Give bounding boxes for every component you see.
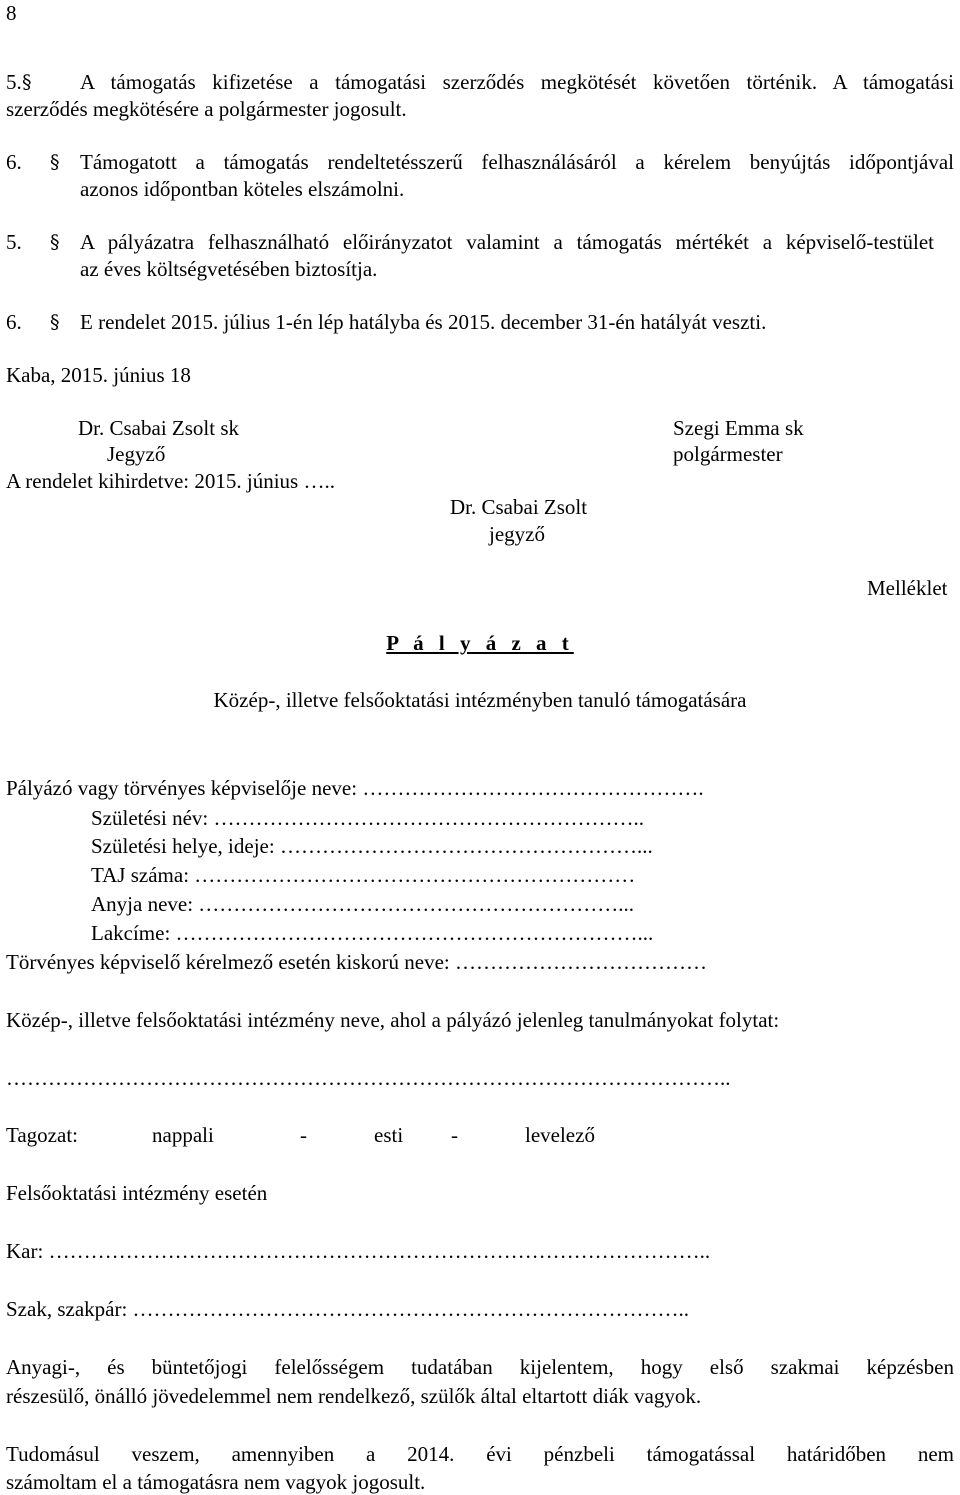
field-major[interactable] (6, 1296, 689, 1322)
signature-title-left: Jegyző (107, 442, 166, 466)
section-text-line: A pályázatra felhasználható előirányzatot valamint a támogatás mértékét a képviselő-testület (80, 230, 934, 254)
field-faculty[interactable] (6, 1238, 710, 1264)
signature-name-bottom: Dr. Csabai Zsolt (450, 495, 588, 519)
field-birth-place-date[interactable] (91, 833, 653, 859)
tagozat-separator: - (451, 1123, 458, 1147)
field-label: Lakcíme: (91, 921, 171, 945)
field-dots: ……………………………………………………… (194, 863, 636, 887)
tagozat-option-nappali[interactable]: nappali (152, 1123, 214, 1147)
section-text-line: az éves költségvetésében biztosítja. (80, 257, 378, 281)
section-number: 6. (6, 310, 22, 334)
field-dots: …………………………………………………….. (213, 806, 644, 830)
paragraph-symbol: § (50, 231, 60, 253)
section-number: 5. (6, 230, 22, 254)
field-dots: ……………………………… (455, 950, 708, 974)
institution-dots[interactable]: ………………………………………………………………………………………….. (6, 1066, 731, 1090)
tagozat-separator: - (300, 1123, 307, 1147)
field-dots: …………………………………………………………... (175, 921, 654, 945)
declaration-line: részesülő, önálló jövedelemmel nem rendelkező, szülők által eltartott diák vagyok. (6, 1384, 702, 1408)
field-dots: ……………………………………………... (279, 834, 653, 858)
acknowledgement-line: Tudomásul veszem, amennyiben a 2014. évi pénzbeli támogatással határidőben nem (6, 1442, 954, 1466)
acknowledgement-line: számoltam el a támogatásra nem vagyok jogosult. (6, 1470, 426, 1494)
signature-title-right: polgármester (673, 442, 783, 466)
paragraph-symbol: § (50, 311, 60, 333)
paragraph-symbol: § (22, 71, 32, 93)
form-subtitle: Közép-, illetve felsőoktatási intézményben tanuló támogatására (213, 688, 747, 712)
field-label: Szak, szakpár: (6, 1297, 128, 1321)
tagozat-option-levelezo[interactable]: levelező (525, 1123, 595, 1147)
higher-ed-label: Felsőoktatási intézmény esetén (6, 1181, 268, 1205)
field-dots: …………………………………………. (362, 776, 704, 800)
field-mother-name[interactable] (91, 891, 634, 917)
page-number: 8 (6, 1, 17, 25)
paragraph-symbol: § (50, 151, 60, 173)
signature-title-bottom: jegyző (489, 522, 545, 546)
field-label: Anyja neve: (91, 892, 194, 916)
section-text-line: A támogatás kifizetése a támogatási szerződés megkötését követően történik. A támogatási (80, 70, 954, 94)
field-label: Törvényes képviselő kérelmező esetén kiskorú neve: (6, 950, 450, 974)
field-minor-name[interactable] (6, 949, 707, 975)
declaration-line: Anyagi-, és büntetőjogi felelősségem tudatában kijelentem, hogy első szakmai képzésben (6, 1355, 954, 1379)
field-dots: …………………………………………………………………….. (132, 1297, 690, 1321)
institution-prompt: Közép-, illetve felsőoktatási intézmény neve, ahol a pályázó jelenleg tanulmányokat folytat: (6, 1008, 780, 1032)
section-text-line: azonos időpontban köteles elszámolni. (80, 177, 405, 201)
section-text-line: szerződés megkötésére a polgármester jogosult. (6, 97, 407, 121)
tagozat-label: Tagozat: (6, 1123, 78, 1147)
tagozat-option-esti[interactable]: esti (374, 1123, 404, 1147)
section-number: 5. (6, 70, 22, 94)
field-address[interactable] (91, 920, 653, 946)
field-dots: ……………………………………………………... (198, 892, 635, 916)
section-number: 6. (6, 150, 22, 174)
field-label: TAJ száma: (91, 863, 190, 887)
annex-label: Melléklet (867, 576, 948, 600)
field-applicant-name[interactable] (6, 775, 704, 801)
form-title: P á l y á z a t (386, 631, 574, 655)
field-label: Születési név: (91, 806, 209, 830)
field-birth-name[interactable] (91, 805, 644, 831)
signature-name-left: Dr. Csabai Zsolt sk (78, 416, 239, 440)
field-label: Pályázó vagy törvényes képviselője neve: (6, 776, 358, 800)
field-label: Kar: (6, 1239, 44, 1263)
place-date: Kaba, 2015. június 18 (6, 363, 191, 387)
field-dots: ………………………………………………………………………………….. (48, 1239, 711, 1263)
signature-name-right: Szegi Emma sk (673, 416, 804, 440)
section-text-line: E rendelet 2015. július 1-én lép hatályba és 2015. december 31-én hatályát veszti. (80, 310, 767, 334)
field-label: Születési helye, ideje: (91, 834, 275, 858)
promulgation-text: A rendelet kihirdetve: 2015. június ….. (6, 469, 335, 493)
field-taj-number[interactable] (91, 862, 635, 888)
section-text-line: Támogatott a támogatás rendeltetésszerű felhasználásáról a kérelem benyújtás időpontjával (80, 150, 954, 174)
